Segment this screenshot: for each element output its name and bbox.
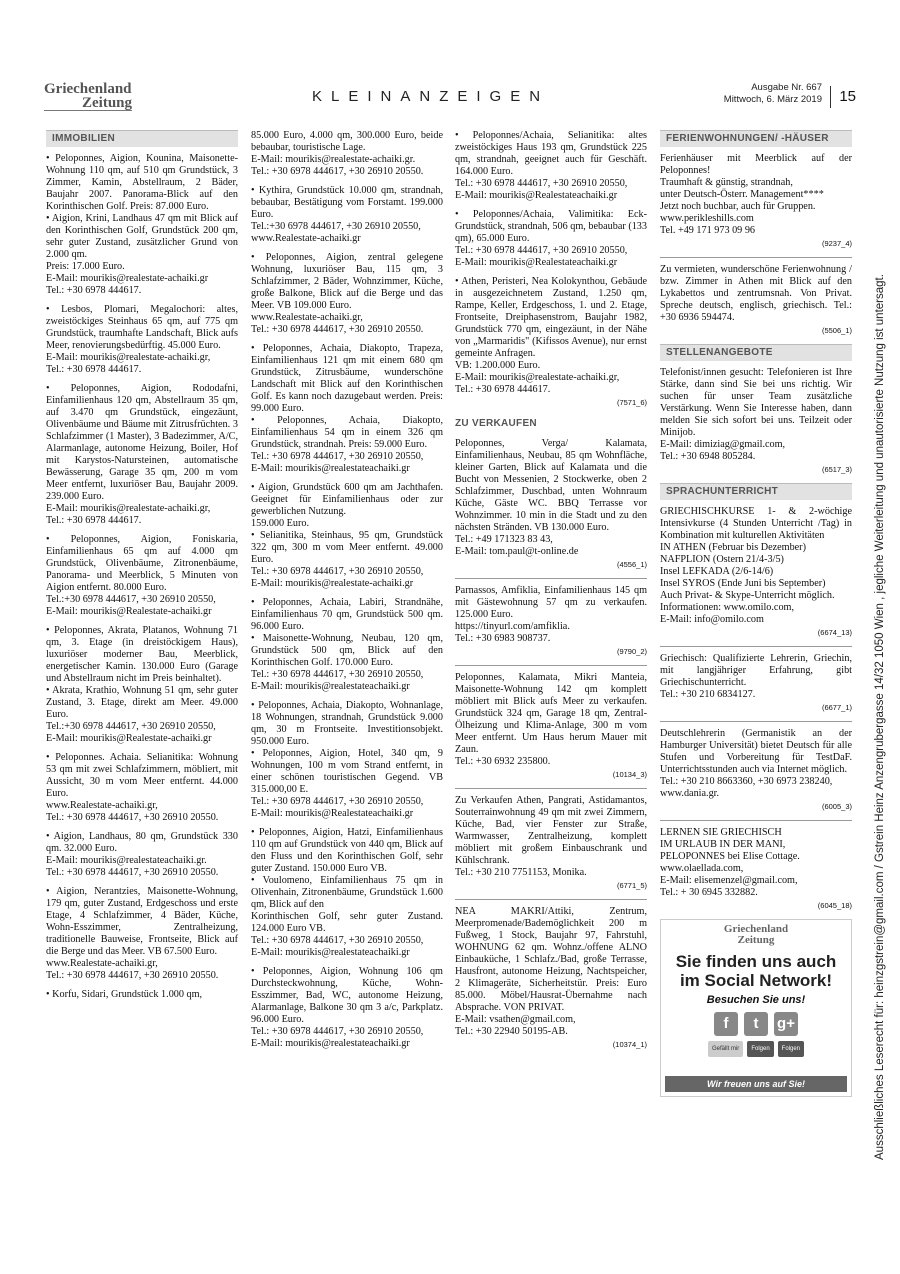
page-number: 15	[830, 86, 856, 108]
ad-text-line: Tel.: +30 6978 444617, +30 26910 20550,	[455, 245, 628, 256]
social-icons	[661, 1012, 851, 1036]
ad-code: (4556_1)	[616, 560, 647, 569]
classified-ad	[251, 966, 443, 1050]
ad-text-line: Tel.: +49 171323 83 43,	[455, 534, 553, 545]
ad-text-line: • Peloponnes, Achaia, Diakopto, Einfamilienhaus 54 qm in einem 326 qm Grundstück, strandnah. Preis: 59.000 Euro.	[251, 415, 443, 450]
ad-text-line: www.Realestate-achaiki.gr,	[251, 312, 363, 323]
promo-headline	[661, 952, 851, 990]
ad-text-line: • Peloponnes, Achaia, Diakopto, Wohnanlage, 18 Wohnungen, strandnah, Grundstück 9.000 qm, 30 m Frontseite. Investitionsobjekt. 950.000 Euro.	[251, 700, 443, 747]
ad-text-line: Jetzt noch buchbar, auch für Gruppen.	[660, 201, 816, 212]
ad-text-line: Tel.: +30 6978 444617.	[46, 285, 142, 296]
ad-text-line: 159.000 Euro.	[251, 518, 310, 529]
column-4	[660, 130, 852, 1097]
ad-text-line: • Peloponnes, Aigion, Hatzi, Einfamilienhaus 110 qm auf Grundstück von 440 qm, Blick auf den Fluss und den Korinthischen Golf, sehr guter Zustand. 150.000 Euro VB.	[251, 827, 443, 874]
ads-list	[660, 367, 852, 476]
social-network-promo	[660, 919, 852, 1097]
ad-text-line: E-Mail: mourikis@realestate-achaiki.gr,	[455, 372, 620, 383]
ad-text-line: • Selianitika, Steinhaus, 95 qm, Grundstück 322 qm, 300 m vom Meer entfernt. 49.000 Euro.	[251, 530, 443, 565]
promo-footer: Wir freuen uns auf Sie!	[665, 1076, 847, 1092]
classified-ad	[46, 534, 238, 618]
ads-list	[455, 130, 647, 409]
classified-ad	[251, 185, 443, 245]
ad-text-line: • Peloponnes, Aigion, Foniskaria, Einfamilienhaus 65 qm auf 4.000 qm Grundstück, Olivenbäume, Zitronenbäume, Panorama- und Meerblick, 5 Minuten von Aigion entfernt. 80.000 Euro.	[46, 534, 238, 593]
ad-text-line: • Peloponnes, Aigion, Rododafni, Einfamilienhaus 120 qm, Abstellraum 35 qm, auf 3.470 qm Grundstück, eingezäunt, Olivenbäume und Bäume mit Zitrusfrüchten. 3 Schlafzimmer (1 Master), 3 Badezimmer, A/C, Alarmanlage, autonome Heizung, Boiler, Hof mit Karystos-Natursteinen, automatische Bewässerung, Garage 35 qm, 200 m vom Meer entfernt, luxuriöser Bau, Baujahr 2009. 239.000 Euro.	[46, 383, 238, 502]
ad-text-line: E-Mail: mourikis@realestate-achaiki.gr	[251, 578, 414, 589]
ad-code: (6674_13)	[817, 628, 852, 637]
issue-info	[724, 82, 822, 106]
masthead	[44, 80, 856, 116]
promo-logo-line-2: Zeitung	[737, 934, 775, 946]
ads-list	[455, 438, 647, 1051]
ad-text-line: Tel.: +30 6948 805284.	[660, 451, 756, 462]
ad-text-line: Parnassos, Amfiklia, Einfamilienhaus 145 qm mit Gästewohnung 57 qm zu verkaufen. 125.000 Euro.	[455, 585, 647, 620]
ad-text-line: Peloponnes, Verga/ Kalamata, Einfamilienhaus, Neubau, 85 qm Wohnfläche, kleiner Garten, Blick auf Kalamata und die Bucht von Messenien, 2 Stockwerke, oben 2 Schlafzimmer, Duschbad, unten Wohnraum Küche, Gäste WC. BBQ Terrasse vor Wohnzimmer. 10 min in die Stadt und zu den nächsten Stränden. VB 130.000 Euro.	[455, 438, 647, 533]
ad-text-line: E-Mail: tom.paul@t-online.de	[455, 546, 579, 557]
ad-text-line: E-Mail: mourikis@realestate-achaiki.gr	[46, 273, 209, 284]
ad-text-line: • Lesbos, Plomari, Megalochori: altes, zweistöckiges Steinhaus 65 qm, auf 775 qm Grundstück, traumhafte Landschaft, Blick aufs Meer, renovierungsbedürftig. 45.000 Euro.	[46, 304, 238, 351]
classified-ad	[455, 585, 647, 658]
classified-ad	[251, 827, 443, 959]
ad-text-line: Zu Verkaufen Athen, Pangrati, Astidamantos, Souterrainwohnung 49 qm mit zwei Zimmern, Küche, Bad, vier Fenster zur Straße, Warmwasser, Zentralheizung, komplett möbliert mit großem Einbauschrank und Kühlschrank.	[455, 795, 647, 866]
classified-ad	[251, 700, 443, 820]
ad-text-line: www.olaellada.com,	[660, 863, 744, 874]
ad-text-line: E-Mail: mourikis@realestate-achaiki.gr,	[46, 503, 211, 514]
ad-text-line: • Peloponnes, Akrata, Platanos, Wohnung 71 qm, 3. Etage (in dreistöckigem Haus), luxuriöser moderner Bau, Meerblick, energetischer Kamin. 130.000 Euro (Garage und Abstellraum nicht im Preis beinhaltet).	[46, 625, 238, 684]
ad-text-line: Tel.: +30 6978 444617, +30 26910 20550.	[251, 166, 424, 177]
classified-ad	[455, 906, 647, 1051]
logo-line-1: Griechenland	[44, 81, 132, 97]
column-1	[46, 130, 238, 1008]
ad-text-line: Tel.: +30 6978 444617.	[46, 515, 142, 526]
ad-text-line: IN ATHEN (Februar bis Dezember)	[660, 542, 806, 553]
ad-text-line: Peloponnes, Kalamata, Mikri Manteia, Maisonette-Wohnung 142 qm komplett möbliert mit Blick aufs Meer zu verkaufen. Grundstück 324 qm, Garage 18 qm, Zentral-Ölheizung und Klima-Anlage, 300 m vom Meer entfernt. Um Haus herum Mauer mit Zaun.	[455, 672, 647, 755]
ad-separator	[660, 820, 852, 821]
classified-ad	[660, 728, 852, 813]
ad-text-line: Tel.: +30 210 6834127.	[660, 689, 756, 700]
ad-text-line: • Peloponnes, Achaia, Labiri, Strandnähe, Einfamilienhaus 70 qm, Grundstück 500 qm. 96.000 Euro.	[251, 597, 443, 632]
classified-ad	[46, 304, 238, 376]
ad-text-line: www.Realestate-achaiki.gr	[251, 233, 361, 244]
classified-ad	[251, 597, 443, 693]
ad-text-line: Tel.: +30 6978 444617, +30 26910 20550.	[46, 970, 219, 981]
ad-text-line: E-Mail: mourikis@realestate-achaiki.gr.	[251, 154, 416, 165]
ad-separator	[660, 721, 852, 722]
ad-text-line: Tel.: +30 6978 444617, +30 26910 20550.	[46, 812, 219, 823]
ad-text-line: • Maisonette-Wohnung, Neubau, 120 qm, Grundstück 500 qm, Blick auf den Korinthischen Golf. 170.000 Euro.	[251, 633, 443, 668]
ad-text-line: Tel.: +30 6983 908737.	[455, 633, 551, 644]
ad-text-line: 85.000 Euro, 4.000 qm, 300.000 Euro, beide bebaubar, touristische Lage.	[251, 130, 443, 153]
classified-ad	[455, 130, 647, 202]
ad-text-line: Tel.:+30 6978 444617, +30 26910 20550,	[46, 721, 216, 732]
ad-code: (6045_18)	[817, 901, 852, 910]
ad-text-line: E-Mail: mourikis@Realestateachaiki.gr	[455, 257, 618, 268]
ad-text-line: • Peloponnes, Aigion, Kounina, Maisonette-Wohnung 110 qm, auf 510 qm Grundstück, 3 Zimmer, Kamin, Abstellraum, 2 Bäder, Baujahr 2007. Panorama-Blick auf den Korinthischen Golf. Preis: 87.000 Euro.	[46, 153, 238, 212]
ad-code: (10134_3)	[612, 770, 647, 779]
classified-ad	[251, 343, 443, 475]
ad-text-line: • Peloponnes, Achaia, Diakopto, Trapeza, Einfamilienhaus 121 qm mit einem 680 qm Grundstück, Zitrusbäume, wunderschöne Landschaft mit Blick auf den Korinthischen Golf. Es kann noch dazugebaut werden. Preis: 99.000 Euro.	[251, 343, 443, 414]
classified-ad	[251, 482, 443, 590]
ad-text-line: • Peloponnes, Aigion, Wohnung 106 qm Durchsteckwohnung, Küche, Wohn-Esszimmer, Bad, WC, autonome Heizung, Alarmanlage, Balkone 30 qm 3 a/c, Parkplatz. 96.000 Euro.	[251, 966, 443, 1025]
ad-text-line: Tel.: +30 6978 444617, +30 26910 20550,	[251, 796, 424, 807]
column-3	[455, 130, 647, 1058]
ad-text-line: E-Mail: mourikis@realestateachaiki.gr	[251, 681, 410, 692]
ads-list	[46, 153, 238, 1001]
ad-text-line: Tel.: +30 210 7751153, Monika.	[455, 867, 587, 878]
ad-text-line: • Athen, Peristeri, Nea Kolokynthou, Gebäude in ausgezeichnetem Zustand, 1.250 qm, Rampe, Keller, Erdgeschoss, 1. und 2. Etage, Frontseite, Dreiphasenstrom, Baujahr 1982, Grundstück 770 qm, eingezäunt, in der Nähe von „Marmaridis" (Kifissos Avenue), nur ernst gemeinte Anfragen.	[455, 276, 647, 359]
classified-ad	[660, 506, 852, 639]
classified-ad	[46, 886, 238, 982]
category-zu-verkaufen: ZU VERKAUFEN	[455, 418, 537, 429]
category-immobilien: IMMOBILIEN	[46, 130, 238, 147]
classified-ad	[455, 276, 647, 409]
google-plus-icon[interactable]: g+	[774, 1012, 798, 1036]
classified-ad	[660, 367, 852, 476]
ad-text-line: Auch Privat- & Skype-Unterricht möglich.	[660, 590, 835, 601]
ad-text-line: Traumhaft & günstig, strandnah,	[660, 177, 793, 188]
ad-text-line: • Voulomeno, Einfamilienhaus 75 qm in Olivenhain, Zitronenbäume, Grundstück 1.600 qm, Blick auf den	[251, 875, 443, 910]
ad-text-line: Tel.: +30 6978 444617.	[455, 384, 551, 395]
newspaper-logo	[44, 82, 132, 111]
ad-code: (6005_3)	[821, 802, 852, 811]
ad-code: (7571_6)	[616, 398, 647, 407]
ad-text-line: Zu vermieten, wunderschöne Ferienwohnung / bzw. Zimmer in Athen mit Blick auf den Lykabettos und zentrumsnah. Von Privat. Spreche deutsch, englisch, griechisch. Tel.: +30 6936 594474.	[660, 264, 852, 323]
ad-text-line: Deutschlehrerin (Germanistik an der Hamburger Universität) bietet Deutsch für alle Stufen und Vorbereitung für TestDaF. Unterrichtsstunden auch via Internet möglich.	[660, 728, 852, 775]
ad-text-line: E-Mail: dimiziag@gmail.com,	[660, 439, 786, 450]
ad-text-line: Griechisch: Qualifizierte Lehrerin, Griechin, mit langjähriger Erfahrung, gibt Griechischunterricht.	[660, 653, 852, 688]
ad-separator	[660, 646, 852, 647]
logo-line-2: Zeitung	[44, 96, 132, 111]
ad-text-line: E-Mail: mourikis@Realestate-achaiki.gr	[46, 606, 212, 617]
ad-text-line: E-Mail: mourikis@Realestate-achaiki.gr	[46, 733, 212, 744]
facebook-icon[interactable]: f	[714, 1012, 738, 1036]
classified-ad	[46, 625, 238, 745]
classified-ad	[46, 153, 238, 297]
ad-code: (9237_4)	[821, 239, 852, 248]
ad-separator	[455, 899, 647, 900]
ad-text-line: NAFPLION (Ostern 21/4-3/5)	[660, 554, 784, 565]
classified-ad	[46, 989, 238, 1001]
ad-text-line: E-Mail: mourikis@Realestateachaiki.gr	[455, 190, 618, 201]
ad-text-line: GRIECHISCHKURSE 1- & 2-wöchige Intensivkurse (4 Stunden Unterricht /Tag) in Kombination mit kulturellen Aktivitäten	[660, 506, 852, 541]
ad-separator	[455, 578, 647, 579]
follow-button[interactable]: Folgen	[747, 1041, 773, 1057]
ad-text-line: • Kythira, Grundstück 10.000 qm, strandnah, bebaubar, Bestätigung vom Forstamt. 199.000 Euro.	[251, 185, 443, 220]
reader-rights-notice: Ausschließliches Leserecht für: heinzgstrein@gmail.com / Gstrein Heinz Anzengrubergasse 14/32 1050 Wien , jegliche Weiterleitung und unautorisierte Nutzung ist untersagt.	[874, 274, 886, 1160]
classified-ad	[251, 130, 443, 178]
ad-text-line: Insel LEFKADA (2/6-14/6)	[660, 566, 774, 577]
classified-ad	[455, 209, 647, 269]
ad-text-line: Telefonist/innen gesucht: Telefonieren ist Ihre Stärke, dann sind Sie bei uns richtig. Wir suchen für unser Team zusätzliche Verstärkung. Wenn Sie Interesse haben, dann melden Sie sich sofort bei uns. Teilzeit oder Minijob.	[660, 367, 852, 438]
twitter-icon[interactable]: t	[744, 1012, 768, 1036]
classified-ad	[455, 672, 647, 781]
column-2	[251, 130, 443, 1057]
classified-ad	[46, 383, 238, 527]
classified-ad	[660, 264, 852, 337]
ads-list	[660, 153, 852, 337]
ad-separator	[455, 665, 647, 666]
ad-code: (9790_2)	[616, 647, 647, 656]
ad-text-line: Tel.:+30 6978 444617, +30 26910 20550,	[46, 594, 216, 605]
ad-text-line: • Aigion, Grundstück 600 qm am Jachthafen. Geeignet für Einfamilienhaus oder zur gewerblichen Nutzung.	[251, 482, 443, 517]
ad-text-line: Tel. +49 171 973 09 96	[660, 225, 756, 236]
ad-text-line: VB: 1.200.000 Euro.	[455, 360, 541, 371]
ad-text-line: E-Mail: info@omilo.com	[660, 614, 764, 625]
ad-text-line: www.Realestate-achaiki.gr,	[46, 958, 158, 969]
ad-text-line: • Peloponnes. Achaia. Selianitika: Wohnung 53 qm mit zwei Schlafzimmern, möbliert, mit Aussicht, 30 m vom Meer entfernt. 44.000 Euro.	[46, 752, 238, 799]
ad-text-line: • Peloponnes, Aigion, Hotel, 340 qm, 9 Wohnungen, 100 m vom Strand entfernt, in einer schönen touristischen Gegend. VB 315.000,00 E.	[251, 748, 443, 795]
ad-text-line: Tel.: +30 6978 444617, +30 26910 20550,	[251, 1026, 424, 1037]
issue-number: Ausgabe Nr. 667	[751, 82, 822, 93]
ad-text-line: E-Mail: mourikis@realestateachaiki.gr	[251, 947, 410, 958]
issue-date: Mittwoch, 6. März 2019	[723, 94, 822, 105]
ad-text-line: www.Realestate-achaiki.gr,	[46, 800, 158, 811]
category-stellenangebote: STELLENANGEBOTE	[660, 344, 852, 361]
ad-text-line: E-Mail: mourikis@realestate-achaiki.gr,	[46, 352, 211, 363]
classified-ad	[660, 827, 852, 912]
ad-separator	[660, 257, 852, 258]
ad-text-line: Tel.: +30 6978 444617, +30 26910 20550.	[46, 867, 219, 878]
like-button[interactable]: Gefällt mir	[708, 1041, 743, 1057]
promo-headline-line-1: Sie finden uns auch	[675, 952, 837, 971]
ad-text-line: Tel.: +30 6978 444617, +30 26910 20550,	[455, 178, 628, 189]
ad-text-line: • Aigion, Nerantzies, Maisonette-Wohnung, 179 qm, guter Zustand, Erdgeschoss und erste Etage, 4 Schlafzimmer, 4 Bäder, Küche, Wohn-Esszimmer, Zentralheizung, traditionelle Bauweise, Frontseite, Blick auf die Berge und das Meer. VB 67.500 Euro.	[46, 886, 238, 957]
ad-text-line: • Peloponnes, Aigion, zentral gelegene Wohnung, luxuriöser Bau, 115 qm, 3 Schlafzimmer, 2 Bäder, Wohnzimmer, Küche, große Balkone, Blick auf die Berge und das Meer. VB 109.000 Euro.	[251, 252, 443, 311]
promo-logo	[661, 924, 851, 946]
follow-button-2[interactable]: Folgen	[778, 1041, 804, 1057]
ad-text-line: Tel.: +30 6978 444617, +30 26910 20550,	[251, 669, 424, 680]
ad-text-line: • Korfu, Sidari, Grundstück 1.000 qm,	[46, 989, 203, 1000]
category-sprachunterricht: SPRACHUNTERRICHT	[660, 483, 852, 500]
ad-text-line: • Peloponnes/Achaia, Selianitika: altes zweistöckiges Haus 193 qm, Grundstück 225 qm, strandnah, geeignet auch für Geschäft. 164.000 Euro.	[455, 130, 647, 177]
ad-text-line: Korinthischen Golf, sehr guter Zustand. 124.000 Euro VB.	[251, 911, 443, 934]
ad-text-line: unter Deutsch-Österr. Management****	[660, 189, 824, 200]
ad-text-line: Informationen: www.omilo.com,	[660, 602, 795, 613]
ad-text-line: LERNEN SIE GRIECHISCH	[660, 827, 782, 838]
social-buttons	[661, 1041, 851, 1057]
ad-text-line: Ferienhäuser mit Meerblick auf der Peloponnes!	[660, 153, 852, 176]
category-ferienwohnungen: FERIENWOHNUNGEN/ -HÄUSER	[660, 130, 852, 147]
classified-ad	[46, 752, 238, 824]
classified-ad	[46, 831, 238, 879]
ad-text-line: Tel.: +30 6978 444617, +30 26910 20550,	[251, 566, 424, 577]
ad-text-line: E-Mail: mourikis@realestateachaiki.gr	[251, 463, 410, 474]
ad-text-line: Tel.: +30 6978 444617, +30 26910 20550,	[251, 451, 424, 462]
ad-text-line: Tel.: +30 6978 444617, +30 26910 20550.	[251, 324, 424, 335]
ad-text-line: Tel.: +30 6932 235800.	[455, 756, 551, 767]
ad-text-line: www.perikleshills.com	[660, 213, 754, 224]
ads-list	[251, 130, 443, 1050]
ad-text-line: • Akrata, Krathio, Wohnung 51 qm, sehr guter Zustand, 3. Etage, direkt am Meer. 49.000 Euro.	[46, 685, 238, 720]
ad-text-line: • Aigion, Krini, Landhaus 47 qm mit Blick auf den Korinthischen Golf, Grundstück 200 qm, sehr guter Zustand, zusätzlicher Grund von 2.000 qm.	[46, 213, 238, 260]
ad-separator	[455, 788, 647, 789]
ad-code: (6517_3)	[821, 465, 852, 474]
ad-code: (5506_1)	[821, 326, 852, 335]
ad-code: (6771_5)	[616, 881, 647, 890]
ad-text-line: https://tinyurl.com/amfiklia.	[455, 621, 570, 632]
ad-text-line: E-Mail: elisemenzel@gmail.com,	[660, 875, 798, 886]
ad-text-line: Tel.: +30 210 8663360, +30 6973 238240,	[660, 776, 833, 787]
promo-logo-line-1: Griechenland	[723, 923, 789, 935]
ad-text-line: • Peloponnes/Achaia, Valimitika: Eck-Grundstück, strandnah, 506 qm, bebaubar (133 qm), 65.000 Euro.	[455, 209, 647, 244]
promo-subline: Besuchen Sie uns!	[706, 994, 806, 1006]
ad-text-line: www.dania.gr.	[660, 788, 720, 799]
classified-ad	[251, 252, 443, 336]
ad-text-line: Tel.:+30 6978 444617, +30 26910 20550,	[251, 221, 421, 232]
ad-text-line: Tel.: +30 22940 50195-AB.	[455, 1026, 568, 1037]
classified-ad	[455, 795, 647, 892]
ad-text-line: NEA MAKRI/Attiki, Zentrum, Meerpromenade/Bademöglichkeit 200 m Fußweg, 1 Stock, Baujahr 97, Fahrstuhl, WOHNUNG 62 qm. Wohnz./offene ALNO Einbauküche, 1 Schlafz./Bad, große Terrasse, Hausfront, autonome Heizung, Nachtspeicher, 2 Klimageräte, Sicherheitstür. Preis: Euro 85.000. Möbel/Hausrat-Übernahme nach Absprache. VON PRIVAT.	[455, 906, 647, 1013]
classified-ad	[660, 153, 852, 250]
ad-text-line: Preis: 17.000 Euro.	[46, 261, 125, 272]
ads-list	[660, 506, 852, 912]
ad-text-line: Insel SYROS (Ende Juni bis September)	[660, 578, 826, 589]
ad-text-line: E-Mail: mourikis@Realestateachaiki.gr	[251, 808, 414, 819]
section-title: KLEINANZEIGEN	[312, 88, 550, 105]
ad-code: (10374_1)	[612, 1040, 647, 1049]
ad-code: (6677_1)	[821, 703, 852, 712]
ad-text-line: E-Mail: vsathen@gmail.com,	[455, 1014, 576, 1025]
ad-text-line: E-Mail: mourikis@realestateachaiki.gr	[251, 1038, 410, 1049]
ad-text-line: PELOPONNES bei Elise Cottage.	[660, 851, 800, 862]
ad-text-line: • Aigion, Landhaus, 80 qm, Grundstück 330 qm. 32.000 Euro.	[46, 831, 238, 854]
promo-headline-line-2: im Social Network!	[679, 971, 833, 990]
ad-text-line: Tel.: +30 6978 444617.	[46, 364, 142, 375]
classified-ad	[455, 438, 647, 571]
classified-ad	[660, 653, 852, 714]
ad-text-line: Tel.: +30 6978 444617, +30 26910 20550,	[251, 935, 424, 946]
ad-text-line: IM URLAUB IN DER MANI,	[660, 839, 786, 850]
ad-text-line: E-Mail: mourikis@realestateachaiki.gr.	[46, 855, 207, 866]
ad-text-line: Tel.: + 30 6945 332882.	[660, 887, 758, 898]
